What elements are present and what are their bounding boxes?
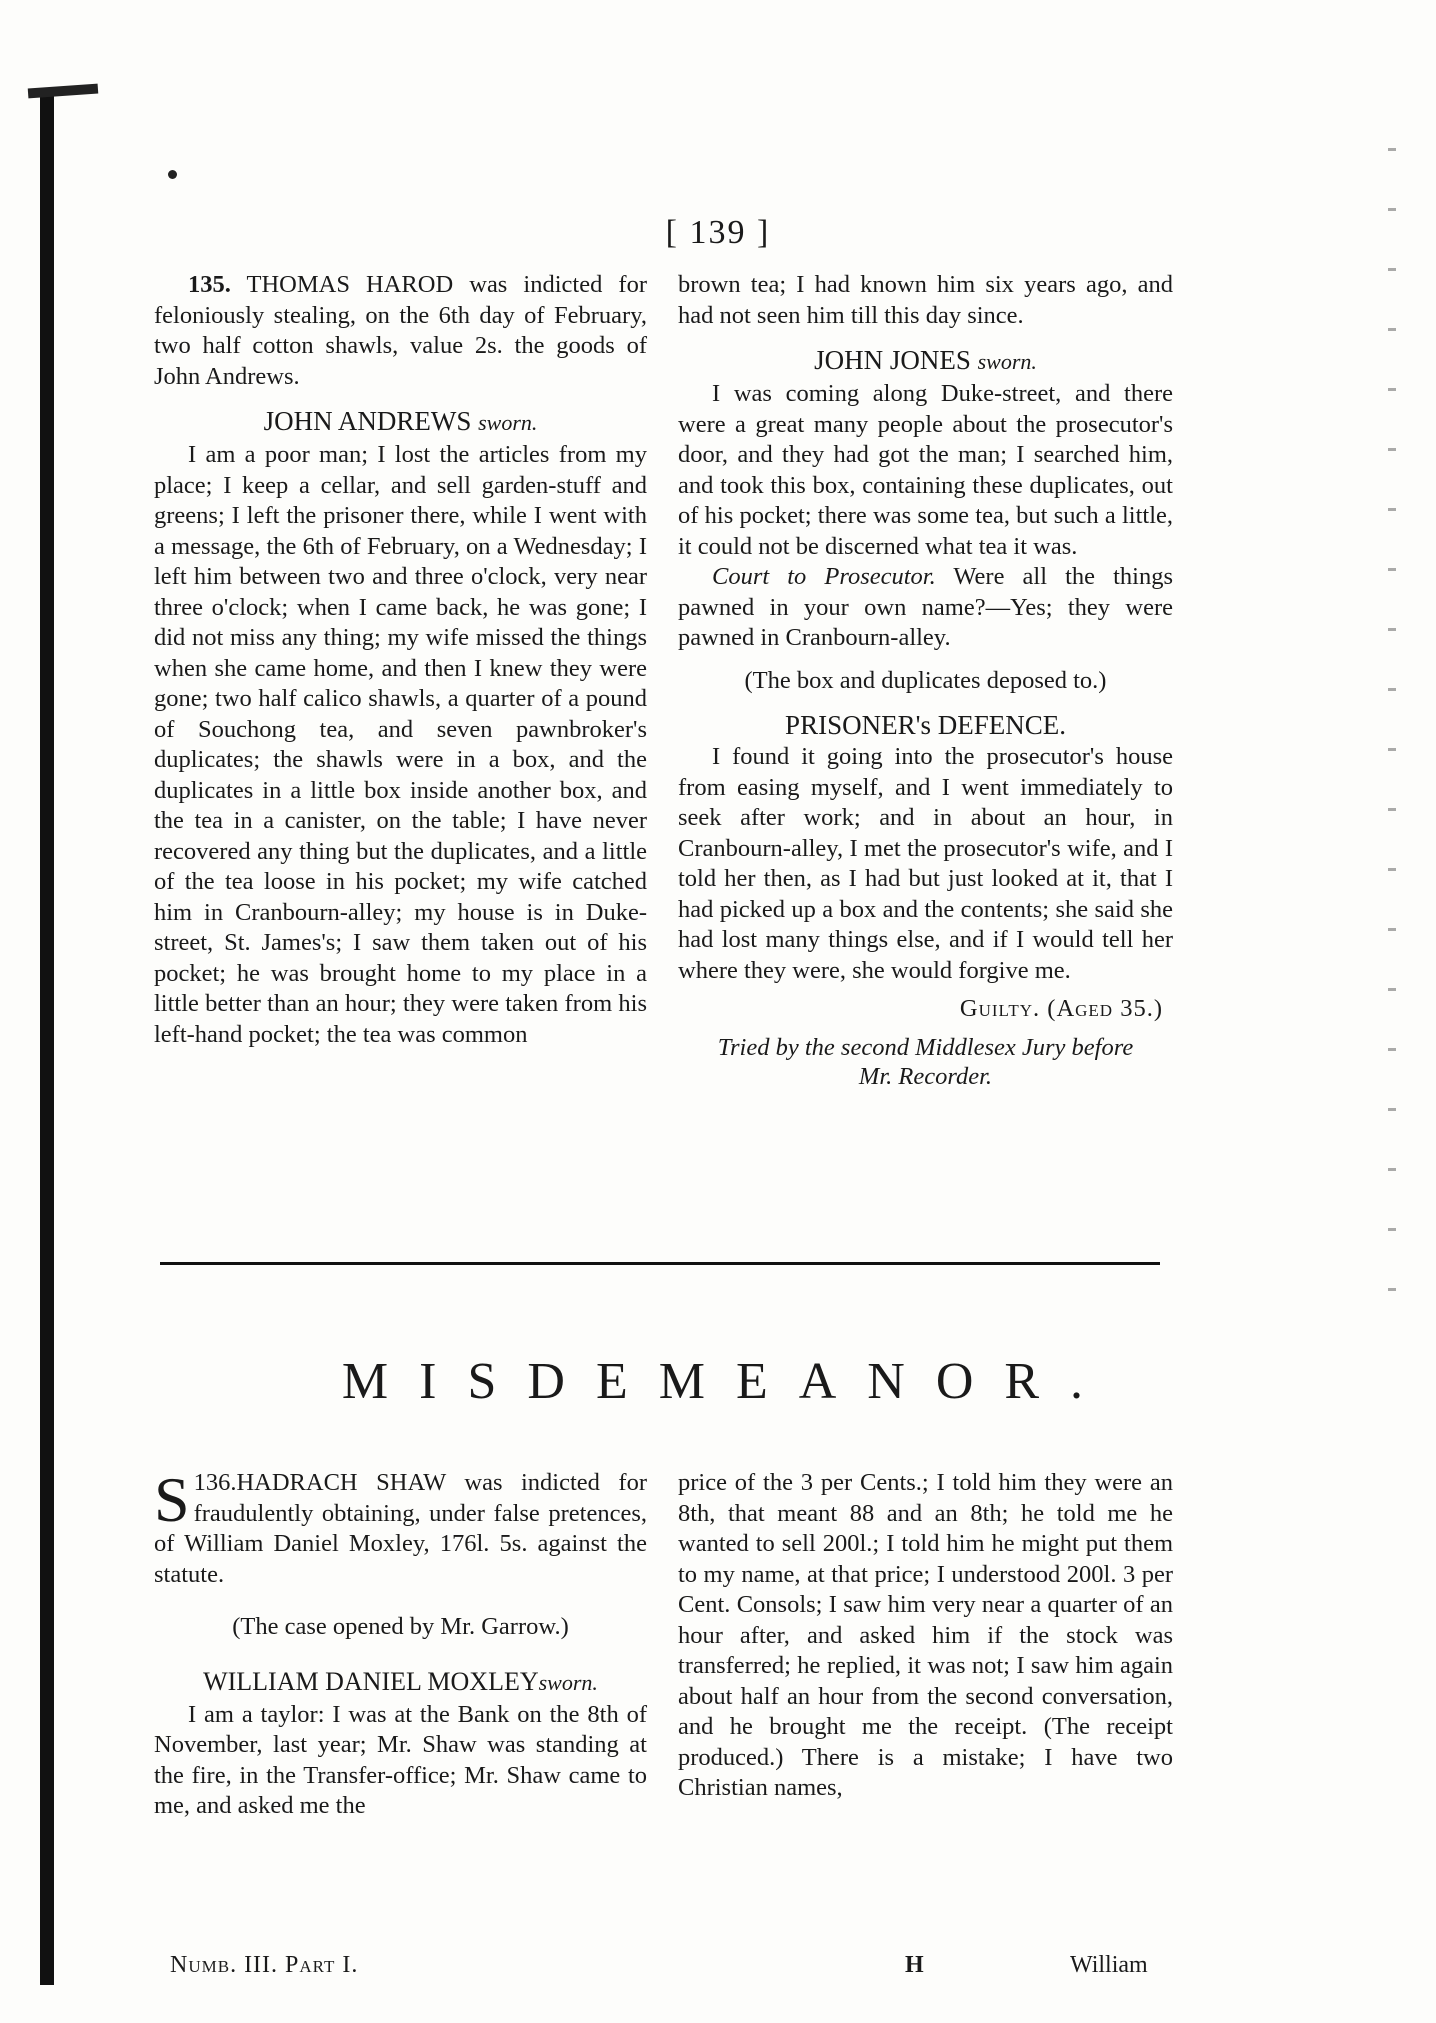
binding-edge-top [28,84,99,99]
sworn-label: sworn. [977,349,1037,374]
verdict: Guilty. (Aged 35.) [959,995,1163,1022]
catchword: William [1070,1952,1148,1978]
case-number: 135. [188,271,231,298]
section-title: MISDEMEANOR. [341,1353,1115,1410]
defence-heading: PRISONER's DEFENCE. [785,710,1066,740]
column-2 [678,270,1173,1091]
ink-speck [168,170,177,179]
tried-line-1: Tried by the second Middlesex Jury before [717,1033,1134,1061]
testimony-paragraph: I am a taylor: I was at the Bank on the 8th of November, last year; Mr. Shaw was standing at the fire, in the Transfer-office; Mr. Shaw came to me, and asked me the [154,1700,647,1819]
case-intro-text: THOMAS HAROD was indicted for feloniously stealing, on the 6th day of February, two half cotton shawls, value 2s. the goods of John Andrews. [154,271,647,390]
column-4 [678,1468,1173,1804]
witness-heading [154,404,647,440]
box-note: (The box and duplicates deposed to.) [744,666,1107,694]
court-question [678,562,1173,654]
drop-cap: S [154,1464,190,1535]
defence-text: I found it going into the prosecutor's house from easing myself, and I went immediately to seek after work; and in about an hour, in Cranbourn-alley, I met the prosecutor's wife, and I told her then, as I had but just looked at it, that I had picked up a box and the contents; she said she had lost many things else, and if I would tell her where they were, she would forgive me. [678,743,1173,984]
footer-part-label: Numb. III. Part I. [170,1952,359,1978]
column-3 [154,1464,647,1822]
tried-by [678,1033,1173,1091]
sworn-label: sworn. [538,1669,598,1695]
column-1 [154,270,647,1050]
tried-line-2: Mr. Recorder. [858,1062,993,1090]
binding-edge [40,95,54,1985]
margin-marks [1388,120,1396,1320]
section-divider [160,1262,1160,1265]
case-intro-text: HADRACH SHAW was indicted for fraudulently obtaining, under false pretences, of William Daniel Moxley, 176l. 5s. against the statute. [154,1469,647,1588]
signature-mark: H [905,1952,924,1978]
page-number-header: [ 139 ] [665,214,771,251]
testimony-paragraph: I was coming along Duke-street, and there were a great many people about the prosecutor's door, and they had got the man; I searched him, and took this box, containing these duplicates, out of his pocket; there was some tea, but such a little, it could not be discerned what tea it was. [678,380,1173,560]
witness-name: JOHN ANDREWS [263,406,472,436]
case-136-intro [154,1464,647,1590]
court-text: Were all the things pawned in your own name?—Yes; they were pawned in Cranbourn-alley. [678,563,1173,651]
witness-heading [154,1665,647,1700]
witness-name: WILLIAM DANIEL MOXLEY [203,1666,539,1696]
case-opened-note: (The case opened by Mr. Garrow.) [232,1613,569,1640]
court-label: Court to Prosecutor. [712,563,936,590]
witness-heading [678,343,1173,379]
testimony-continued: price of the 3 per Cents.; I told him they were an 8th, that meant 88 and an 8th; he told me he wanted to sell 200l.; I told him he might put them to my name, at that price; I understood 200l. 3 per Cent. Consols; I saw him very near a quarter of an hour after, and asked him if the stock was transferred; he replied, it was not; I saw him again about half an hour from the second conversation, and he brought me the receipt. (The receipt produced.) There is a mistake; I have two Christian names, [678,1469,1173,1801]
testimony-continued: brown tea; I had known him six years ago, and had not seen him till this day since. [678,271,1173,329]
witness-name: JOHN JONES [814,345,971,375]
testimony-paragraph: I am a poor man; I lost the articles from my place; I keep a cellar, and sell garden-stuff and greens; I left the prisoner there, while I went with a message, the 6th of February, on a Wednesday; I left him between two and three o'clock, very near three o'clock; when I came back, he was gone; I did not miss any thing; my wife missed the things when she came home, and then I knew they were gone; two half calico shawls, a quarter of a pound of Souchong tea, and seven pawnbroker's duplicates; the shawls were in a box, and the duplicates in a little box inside another box, and the tea in a canister, on the table; I have never recovered any thing but the duplicates, and a little of the tea loose in his pocket; my wife catched him in Cranbourn-alley; my house is in Duke-street, St. James's; I saw them taken out of his pocket; he was brought home to my place in a little better than an hour; they were taken from his left-hand pocket; the tea was common [154,441,647,1048]
case-number: 136. [193,1469,237,1496]
case-135-intro [154,270,647,392]
sworn-label: sworn. [478,410,538,435]
